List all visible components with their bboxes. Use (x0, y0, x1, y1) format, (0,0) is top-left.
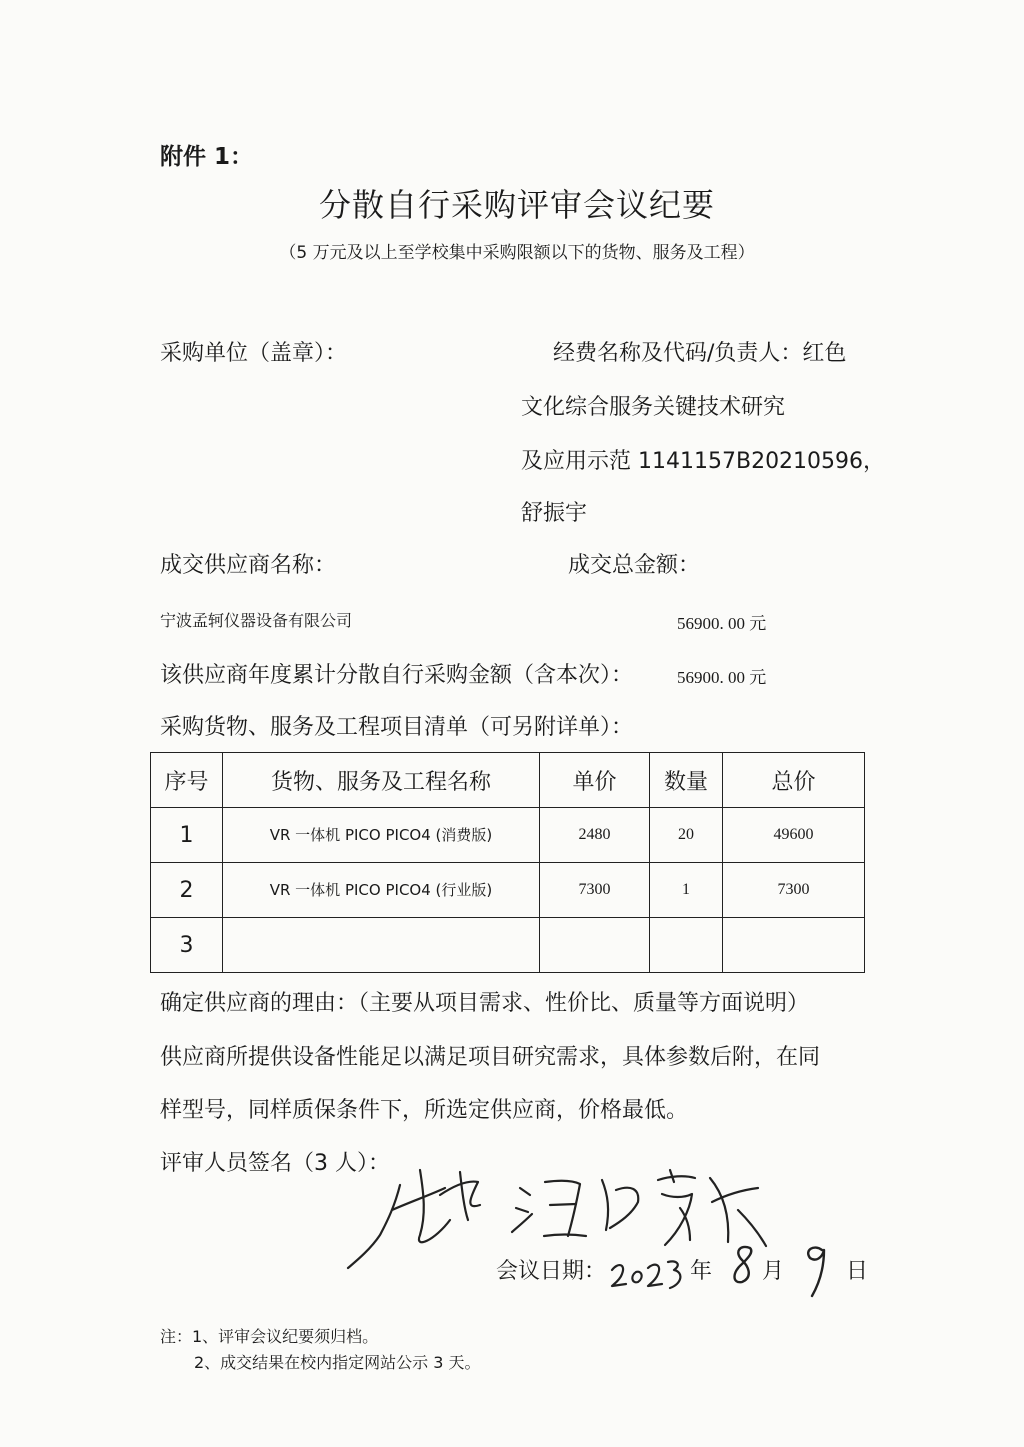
note-line1: 注：1、评审会议纪要须归档。 (160, 1327, 379, 1346)
annual-amount-value: 56900. 00 元 (677, 668, 767, 687)
row-unit-price: 2480 (540, 808, 650, 863)
reason-line2: 样型号，同样质保条件下，所选定供应商，价格最低。 (160, 1098, 689, 1123)
row-qty (650, 918, 723, 973)
row-unit-price: 7300 (540, 863, 650, 918)
row-name (223, 918, 540, 973)
row-total: 49600 (723, 808, 865, 863)
reason-line1: 供应商所提供设备性能足以满足项目研究需求，具体参数后附，在同 (160, 1045, 821, 1070)
page-subtitle: （5 万元及以上至学校集中采购限额以下的货物、服务及工程） (279, 243, 755, 263)
row-qty: 20 (650, 808, 723, 863)
funding-line4: 舒振宇 (521, 501, 588, 526)
row-seq: 1 (151, 808, 223, 863)
annual-amount-label: 该供应商年度累计分散自行采购金额（含本次）： (160, 663, 634, 688)
funding-line2: 文化综合服务关键技术研究 (521, 395, 786, 420)
funding-label: 经费名称及代码/负责人：红色 (553, 341, 847, 366)
reason-label: 确定供应商的理由：（主要从项目需求、性价比、质量等方面说明） (160, 991, 810, 1016)
page-title: 分散自行采购评审会议纪要 (318, 186, 715, 224)
row-total: 7300 (723, 863, 865, 918)
item-list-label: 采购货物、服务及工程项目清单（可另附详单）： (160, 715, 634, 740)
header-qty: 数量 (650, 753, 723, 808)
date-month-handwritten (728, 1240, 760, 1290)
table-header-row (151, 753, 865, 808)
date-day-unit: 日 (846, 1259, 869, 1284)
row-seq: 3 (151, 918, 223, 973)
items-table (150, 752, 865, 973)
table-row (151, 863, 865, 918)
table-row (151, 918, 865, 973)
date-month-unit: 月 (762, 1259, 785, 1284)
table-row (151, 808, 865, 863)
date-day-handwritten (798, 1236, 834, 1302)
meeting-date-label: 会议日期： (496, 1259, 607, 1284)
header-total: 总价 (723, 753, 865, 808)
header-unit-price: 单价 (540, 753, 650, 808)
header-name: 货物、服务及工程名称 (223, 753, 540, 808)
total-amount-value: 56900. 00 元 (677, 614, 767, 633)
reviewers-label: 评审人员签名（3 人）： (160, 1151, 390, 1176)
row-total (723, 918, 865, 973)
row-unit-price (540, 918, 650, 973)
funding-line3: 及应用示范 1141157B20210596， (521, 449, 886, 474)
row-name: VR 一体机 PICO PICO4 (消费版) (223, 808, 540, 863)
supplier-label: 成交供应商名称： (160, 553, 337, 578)
row-qty: 1 (650, 863, 723, 918)
attachment-label: 附件 1： (160, 144, 254, 170)
note-line2: 2、成交结果在校内指定网站公示 3 天。 (194, 1353, 481, 1372)
header-seq: 序号 (151, 753, 223, 808)
date-year-unit: 年 (690, 1259, 713, 1284)
date-year-handwritten (608, 1250, 688, 1294)
purchaser-label: 采购单位（盖章）： (160, 341, 348, 366)
supplier-name: 宁波孟轲仪器设备有限公司 (160, 611, 353, 630)
row-name: VR 一体机 PICO PICO4 (行业版) (223, 863, 540, 918)
total-amount-label: 成交总金额： (568, 553, 701, 578)
row-seq: 2 (151, 863, 223, 918)
